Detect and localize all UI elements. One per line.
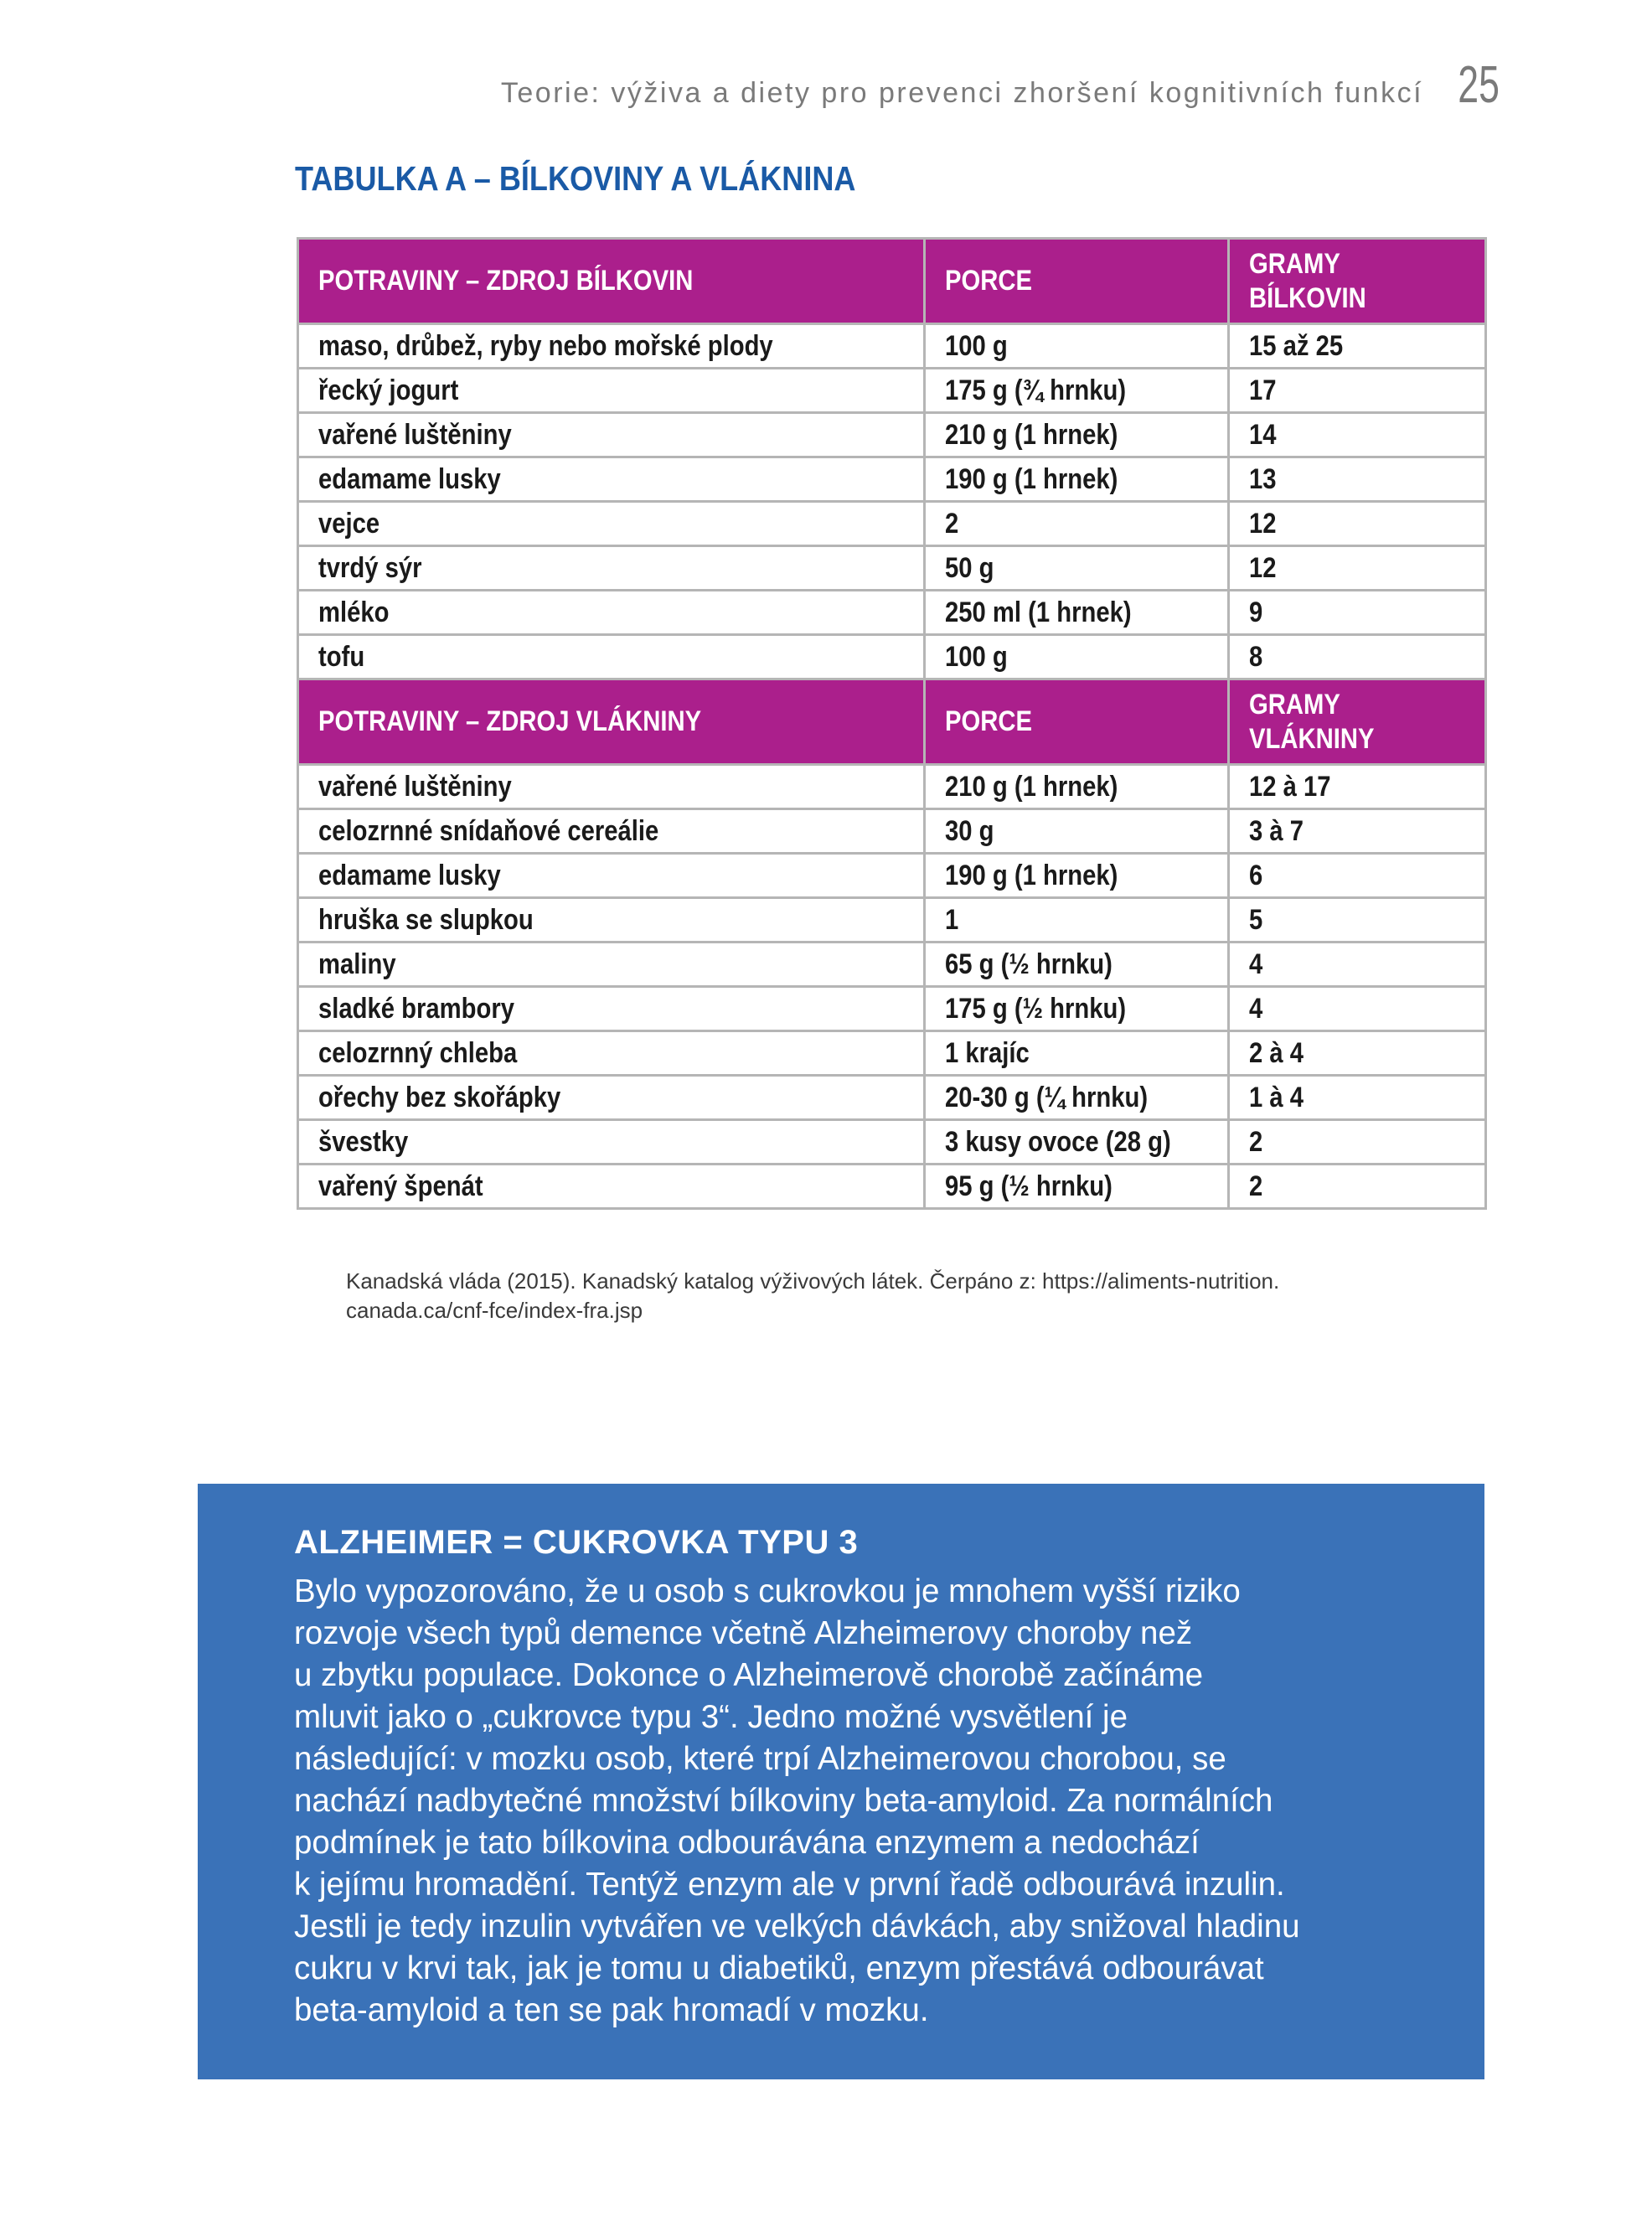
grams-cell: 2 xyxy=(1229,1120,1486,1165)
food-cell: ořechy bez skořápky xyxy=(298,1076,925,1120)
portion-cell: 100 g xyxy=(925,324,1229,369)
protein-header-row xyxy=(298,239,1486,324)
table-row xyxy=(298,898,1486,943)
grams-cell: 3 à 7 xyxy=(1229,809,1486,854)
portion-cell: 250 ml (1 hrnek) xyxy=(925,591,1229,635)
table-row xyxy=(298,502,1486,546)
grams-cell: 14 xyxy=(1229,413,1486,457)
grams-cell: 17 xyxy=(1229,369,1486,413)
info-box xyxy=(198,1484,1484,2079)
grams-cell: 1 à 4 xyxy=(1229,1076,1486,1120)
food-cell: švestky xyxy=(298,1120,925,1165)
food-cell: řecký jogurt xyxy=(298,369,925,413)
food-cell: maliny xyxy=(298,943,925,987)
grams-cell: 4 xyxy=(1229,987,1486,1031)
food-cell: vařené luštěniny xyxy=(298,765,925,809)
column-header-grams: GRAMY BÍLKOVIN xyxy=(1229,239,1486,324)
page-number: 25 xyxy=(1458,56,1500,114)
grams-cell: 12 xyxy=(1229,502,1486,546)
food-cell: edamame lusky xyxy=(298,854,925,898)
table-row xyxy=(298,369,1486,413)
table-row xyxy=(298,1076,1486,1120)
column-header-grams: GRAMY VLÁKNINY xyxy=(1229,679,1486,765)
portion-cell: 50 g xyxy=(925,546,1229,591)
food-cell: sladké brambory xyxy=(298,987,925,1031)
table-row xyxy=(298,1031,1486,1076)
nutrition-table xyxy=(297,237,1487,1210)
table-title: TABULKA A – BÍLKOVINY A VLÁKNINA xyxy=(295,159,856,198)
portion-cell: 210 g (1 hrnek) xyxy=(925,413,1229,457)
grams-cell: 9 xyxy=(1229,591,1486,635)
portion-cell: 175 g (½ hrnku) xyxy=(925,987,1229,1031)
column-header-food: POTRAVINY – ZDROJ VLÁKNINY xyxy=(298,679,925,765)
portion-cell: 100 g xyxy=(925,635,1229,679)
source-note: Kanadská vláda (2015). Kanadský katalog výživových látek. Čerpáno z: https://aliments-nutrition. canada.ca/cnf-fce/index-fra.jsp xyxy=(346,1268,1280,1323)
table-row xyxy=(298,457,1486,502)
food-cell: hruška se slupkou xyxy=(298,898,925,943)
food-cell: celozrnný chleba xyxy=(298,1031,925,1076)
table-row xyxy=(298,943,1486,987)
grams-cell: 4 xyxy=(1229,943,1486,987)
grams-cell: 5 xyxy=(1229,898,1486,943)
table-row xyxy=(298,591,1486,635)
table-row xyxy=(298,413,1486,457)
table-row xyxy=(298,324,1486,369)
portion-cell: 175 g (¾ hrnku) xyxy=(925,369,1229,413)
table-row xyxy=(298,1120,1486,1165)
grams-cell: 6 xyxy=(1229,854,1486,898)
food-cell: edamame lusky xyxy=(298,457,925,502)
portion-cell: 1 krajíc xyxy=(925,1031,1229,1076)
portion-cell: 65 g (½ hrnku) xyxy=(925,943,1229,987)
grams-cell: 2 à 4 xyxy=(1229,1031,1486,1076)
grams-cell: 15 až 25 xyxy=(1229,324,1486,369)
table-row xyxy=(298,1165,1486,1209)
table-row xyxy=(298,765,1486,809)
grams-cell: 13 xyxy=(1229,457,1486,502)
portion-cell: 2 xyxy=(925,502,1229,546)
food-cell: vařené luštěniny xyxy=(298,413,925,457)
grams-cell: 12 à 17 xyxy=(1229,765,1486,809)
info-box-title: ALZHEIMER = CUKROVKA TYPU 3 xyxy=(294,1524,859,1561)
grams-cell: 8 xyxy=(1229,635,1486,679)
table-row xyxy=(298,635,1486,679)
table-row xyxy=(298,809,1486,854)
food-cell: maso, drůbež, ryby nebo mořské plody xyxy=(298,324,925,369)
food-cell: celozrnné snídaňové cereálie xyxy=(298,809,925,854)
table-row xyxy=(298,546,1486,591)
grams-cell: 2 xyxy=(1229,1165,1486,1209)
food-cell: tvrdý sýr xyxy=(298,546,925,591)
portion-cell: 95 g (½ hrnku) xyxy=(925,1165,1229,1209)
portion-cell: 3 kusy ovoce (28 g) xyxy=(925,1120,1229,1165)
fiber-header-row xyxy=(298,679,1486,765)
table-row xyxy=(298,854,1486,898)
portion-cell: 190 g (1 hrnek) xyxy=(925,457,1229,502)
column-header-portion: PORCE xyxy=(925,679,1229,765)
grams-cell: 12 xyxy=(1229,546,1486,591)
portion-cell: 20-30 g (¼ hrnku) xyxy=(925,1076,1229,1120)
portion-cell: 30 g xyxy=(925,809,1229,854)
column-header-food: POTRAVINY – ZDROJ BÍLKOVIN xyxy=(298,239,925,324)
food-cell: vejce xyxy=(298,502,925,546)
info-box-text: Bylo vypozorováno, že u osob s cukrovkou je mnohem vyšší riziko rozvoje všech typů demence včetně Alzheimerovy choroby než u zbytku populace. Dokonce o Alzheimerově chorobě začínáme mluvit jako o „cukrovce typu 3“. Jedno možné vysvětlení je následující: v mozku osob, které trpí Alzheimerovou chorobou, se nachází nadbytečné množství bílkoviny beta-amyloid. Za normálních podmínek je tato bílkovina odbourávána enzymem a nedochází k jejímu hromadění. Tentýž enzym ale v první řadě odbourává inzulin. Jestli je tedy inzulin vytvářen ve velkých dávkách, aby snižoval hladinu cukru v krvi tak, jak je tomu u diabetiků, enzym přestává odbourávat beta-amyloid a ten se pak hromadí v mozku. xyxy=(294,1573,1300,2028)
running-header xyxy=(501,55,1500,115)
food-cell: tofu xyxy=(298,635,925,679)
food-cell: mléko xyxy=(298,591,925,635)
portion-cell: 210 g (1 hrnek) xyxy=(925,765,1229,809)
food-cell: vařený špenát xyxy=(298,1165,925,1209)
running-title: Teorie: výživa a diety pro prevenci zhoršení kognitivních funkcí xyxy=(500,77,1424,109)
column-header-portion: PORCE xyxy=(925,239,1229,324)
portion-cell: 190 g (1 hrnek) xyxy=(925,854,1229,898)
table-row xyxy=(298,987,1486,1031)
portion-cell: 1 xyxy=(925,898,1229,943)
